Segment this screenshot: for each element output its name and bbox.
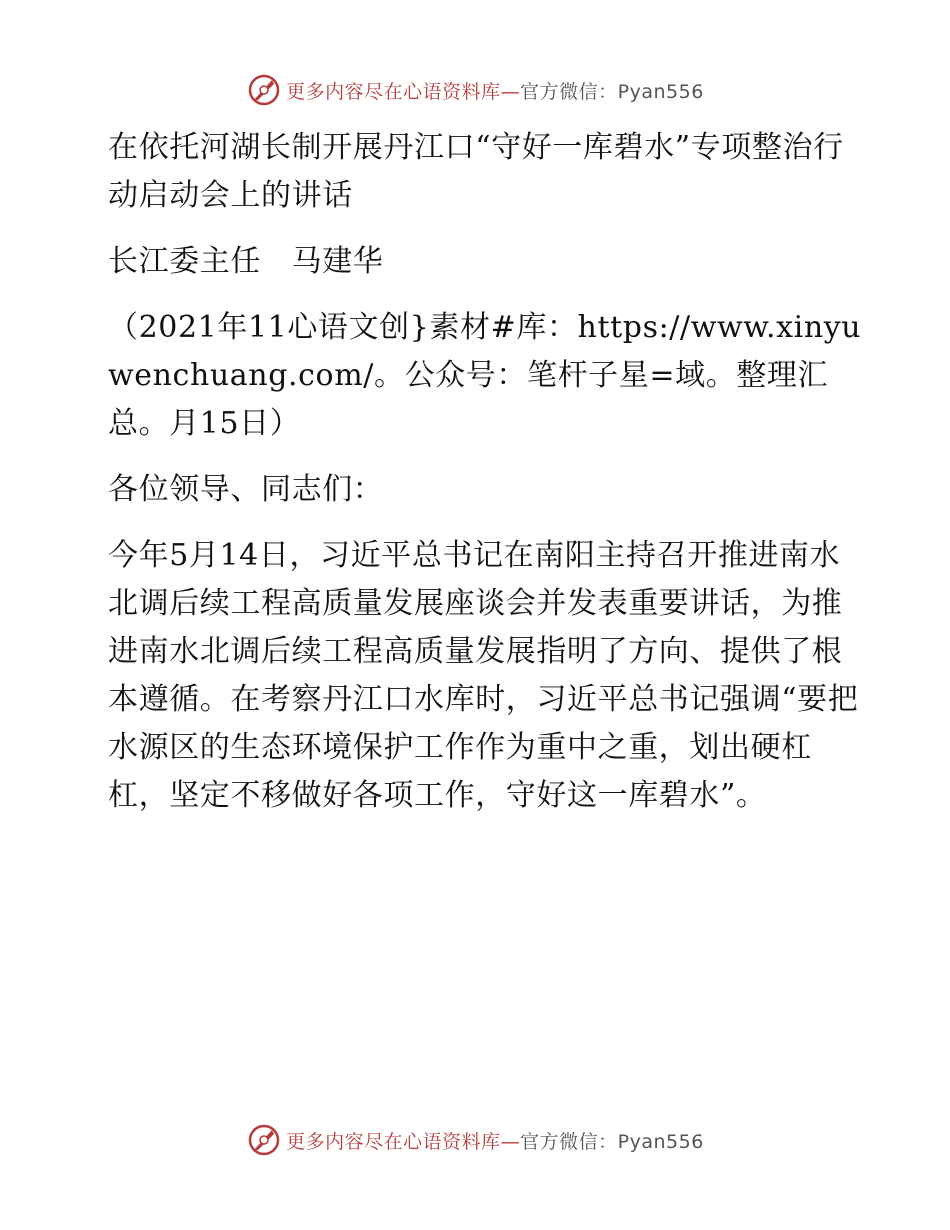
document-body — [96, 124, 866, 820]
footer-watermark — [0, 1120, 950, 1160]
document-salutation: 各位领导、同志们： — [108, 472, 384, 507]
quill-circle-logo-icon — [246, 72, 282, 108]
watermark-brand: 更多内容尽在心语资料库— — [286, 80, 521, 103]
watermark-text — [286, 77, 704, 104]
header-watermark — [0, 70, 950, 110]
watermark-brand: 更多内容尽在心语资料库— — [286, 1130, 521, 1153]
document-paragraph-1: 今年5月14日，习近平总书记在南阳主持召开推进南水北调后续工程高质量发展座谈会并发表重要讲话，为推进南水北调后续工程高质量发展指明了方向、提供了根本遵循。在考察丹江口水库时，习近平总书记强调“要把水源区的生态环境保护工作作为重中之重，划出硬杠杠，坚定不移做好各项工作，守好这一库碧水”。 — [108, 538, 859, 813]
watermark-wechat: 官方微信：Pyan556 — [520, 1130, 704, 1153]
document-title: 在依托河湖长制开展丹江口“守好一库碧水”专项整治行动启动会上的讲话 — [108, 130, 844, 213]
watermark-wechat: 官方微信：Pyan556 — [520, 80, 704, 103]
document-date-note: （2021年11心语文创}素材#库：https://www.xinyuwenchuang.com/。公众号：笔杆子星=域。整理汇总。月15日） — [108, 310, 862, 441]
document-author: 长江委主任 马建华 — [108, 244, 384, 279]
quill-circle-logo-icon — [246, 1122, 282, 1158]
watermark-text — [286, 1127, 704, 1154]
